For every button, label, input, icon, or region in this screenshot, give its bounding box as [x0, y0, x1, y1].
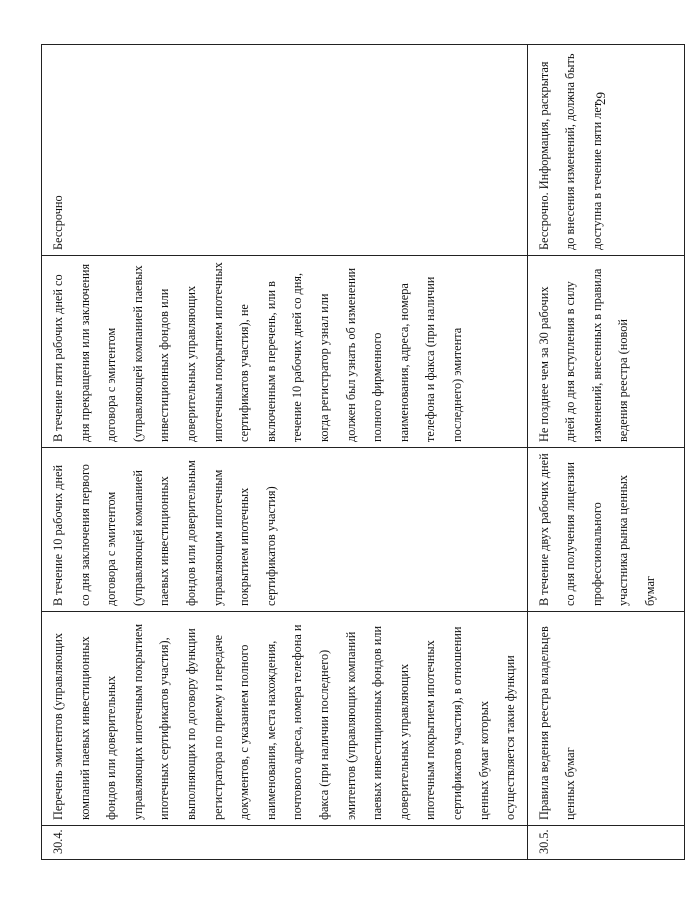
table-row: [527, 45, 684, 860]
page-number: 29: [593, 92, 608, 105]
table-row: [42, 45, 528, 860]
change-deadline: Не позднее чем за 30 рабочих дней до дня вступления в силу изменений, внесенных в правила ведения реестра (новой: [527, 256, 684, 448]
rotated-page: [41, 45, 658, 860]
disclosure-deadline: В течение двух рабочих дней со дня получения лицензии профессионального участника рынка ценных бумаг: [527, 448, 684, 612]
information-subject: Перечень эмитентов (управляющих компаний паевых инвестиционных фондов или доверительных управляющих ипотечным покрытием ипотечных сертификатов участия), выполняющих по договору функции регистратора по приему и передаче документов, с указанием полного наименования, места нахождения, почтового адреса, номера телефона и факса (при наличии последнего) эмитентов (управляющих компаний паевых инвестиционных фондов или доверительных управляющих ипотечным покрытием ипотечных сертификатов участия), в отношении ценных бумаг которых осуществляется такие функции: [42, 612, 528, 826]
disclosure-deadline: В течение 10 рабочих дней со дня заключения первого договора с эмитентом (управляющей компанией паевых инвестиционных фондов или доверительным управляющим ипотечным покрытием ипотечных сертификатов участия): [42, 448, 528, 612]
information-subject: Правила ведения реестра владельцев ценных бумаг: [527, 612, 684, 826]
disclosure-table: [41, 44, 685, 860]
row-number: 30.4.: [42, 826, 528, 860]
row-number: 30.5.: [527, 826, 684, 860]
change-deadline: В течение пяти рабочих дней со дня прекращения или заключения договора с эмитентом (управляющей компанией паевых инвестиционных фондов или доверительных управляющих ипотечным покрытием ипотечных сертификатов участия), не включенным в перечень, или в течение 10 рабочих дней со дня, когда регистратор узнал или должен был узнать об изменении полного фирменного наименования, адреса, номера телефона и факса (при наличии последнего) эмитента: [42, 256, 528, 448]
availability-term: Бессрочно: [42, 45, 528, 256]
availability-term: Бессрочно. Информация, раскрытая до внесения изменений, должна быть доступна в течение пяти лет: [527, 45, 684, 256]
